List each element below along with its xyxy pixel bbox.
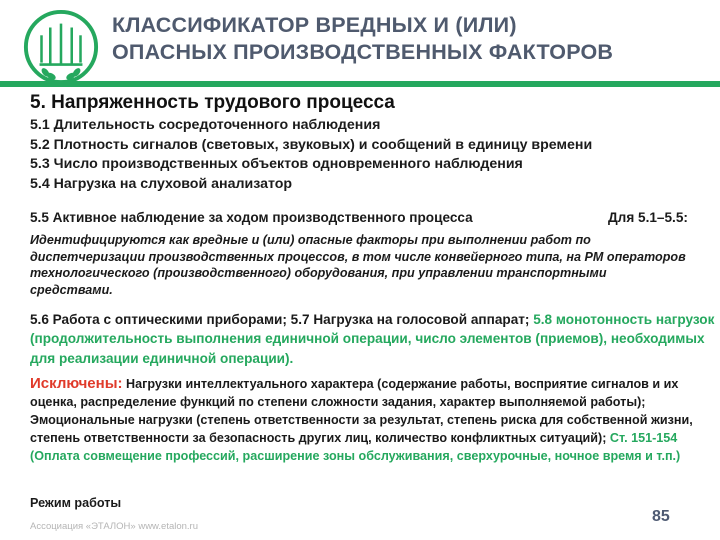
excluded-articles: Ст. 151-154 (Оплата совмещение профессий, расширение зоны обслуживания, сверхурочные, ночное время и т.п.)	[30, 431, 681, 463]
list-item: 5.4 Нагрузка на слуховой анализатор	[30, 175, 293, 192]
work-regime: Режим работы	[30, 496, 122, 510]
list-item: 5.2 Плотность сигналов (световых, звуковых) и сообщений в единицу времени	[30, 136, 593, 153]
items-5-6-5-7: 5.6 Работа с оптическими приборами; 5.7 Нагрузка на голосовой аппарат;	[30, 312, 530, 327]
footer-org: Ассоциация «ЭТАЛОН» www.etalon.ru	[30, 521, 199, 532]
section-heading: 5. Напряженность трудового процесса	[30, 92, 395, 113]
item-5-8: 5.8 монотонность нагрузок (продолжительность выполнения единичной операции, число элементов (приемов), необходимых для реализации единичной операции).	[30, 312, 715, 366]
header-divider	[0, 81, 720, 87]
page-title	[112, 12, 712, 66]
list-item: 5.1 Длительность сосредоточенного наблюдения	[30, 117, 381, 133]
list-item: 5.3 Число производственных объектов одновременного наблюдения	[30, 156, 523, 172]
italic-note: Идентифицируются как вредные и (или) опасные факторы при выполнении работ по диспетчеризации производственных процессов, в том числе конвейерного типа, на РМ операторов технологического (производственного) оборудования, при управлении транспортными средствами.	[30, 233, 686, 297]
factor-list	[30, 116, 592, 194]
excluded-block	[30, 375, 720, 465]
items-5-6-to-5-8	[30, 310, 720, 368]
association-logo-icon	[22, 8, 100, 86]
excluded-label: Исключены:	[30, 375, 123, 392]
title-line-1: КЛАССИФИКАТОР ВРЕДНЫХ И (ИЛИ)	[112, 13, 517, 37]
item-5-5-row	[30, 210, 710, 225]
title-line-2: ОПАСНЫХ ПРОИЗВОДСТВЕННЫХ ФАКТОРОВ	[112, 40, 614, 64]
item-5-5: 5.5 Активное наблюдение за ходом производственного процесса	[30, 210, 473, 225]
note-label: Для 5.1–5.5:	[608, 210, 688, 225]
page-number: 85	[652, 508, 670, 525]
excluded-text: Нагрузки интеллектуального характера (содержание работы, восприятие сигналов и их оценка, распределение функций по степени сложности задания, характер выполняемой работы); Эмоциональные нагрузки (степень ответственности за результат, степень риска для собственной жизни, степень ответственности за безопасность других лиц, количество конфликтных ситуаций);	[30, 377, 693, 445]
